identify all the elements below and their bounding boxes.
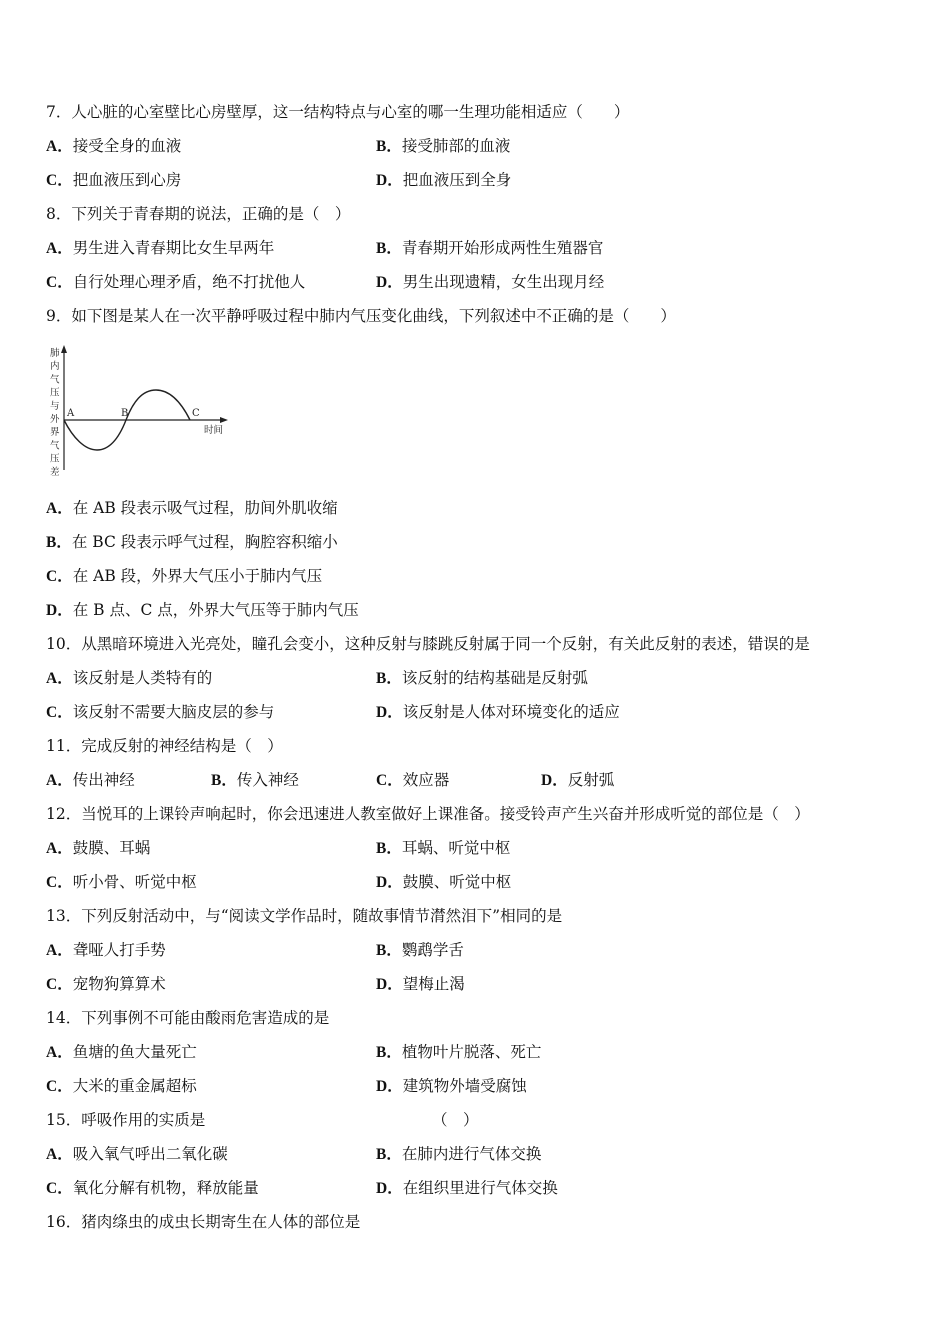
q8-option-b: B．青春期开始形成两性生殖器官: [376, 239, 604, 257]
q9-option-a: A．在 AB 段表示吸气过程，肋间外肌收缩: [46, 499, 338, 517]
question-7-stem: 7．人心脏的心室壁比心房壁厚，这一结构特点与心室的哪一生理功能相适应（ ）: [46, 103, 630, 121]
y-axis-arrow: [61, 345, 67, 353]
q13-option-a: A．聋哑人打手势: [46, 941, 166, 959]
question-12-stem: 12．当悦耳的上课铃声响起时，你会迅速进人教室做好上课准备。接受铃声产生兴奋并形成听觉的部位是（ ）: [46, 805, 810, 823]
q10-option-d: D．该反射是人体对环境变化的适应: [376, 703, 620, 721]
q14-option-a: A．鱼塘的鱼大量死亡: [46, 1043, 197, 1061]
q9-option-d: D．在 B 点、C 点，外界大气压等于肺内气压: [46, 601, 359, 619]
point-c-label: C: [192, 408, 200, 419]
q12-option-a: A．鼓膜、耳蜗: [46, 839, 151, 857]
x-axis-label: 时间: [204, 425, 224, 436]
q8-option-a: A．男生进入青春期比女生早两年: [46, 239, 275, 257]
question-9-stem: 9．如下图是某人在一次平静呼吸过程中肺内气压变化曲线，下列叙述中不正确的是（ ）: [46, 307, 676, 325]
q11-option-c: C．效应器: [376, 771, 450, 789]
question-8-stem: 8．下列关于青春期的说法，正确的是（ ）: [46, 205, 351, 223]
q7-option-d: D．把血液压到全身: [376, 171, 512, 189]
q15-option-c: C．氧化分解有机物，释放能量: [46, 1179, 259, 1197]
q14-option-b: B．植物叶片脱落、死亡: [376, 1043, 542, 1061]
q9-option-c: C．在 AB 段，外界大气压小于肺内气压: [46, 567, 323, 585]
q13-option-b: B．鹦鹉学舌: [376, 941, 464, 959]
pressure-curve-graph: [40, 342, 240, 477]
point-b-label: B: [121, 408, 129, 419]
q15-option-d: D．在组织里进行气体交换: [376, 1179, 558, 1197]
question-14-stem: 14．下列事例不可能由酸雨危害造成的是: [46, 1009, 330, 1027]
q11-option-d: D．反射弧: [541, 771, 615, 789]
q15-option-a: A．吸入氧气呼出二氧化碳: [46, 1145, 228, 1163]
question-16-stem: 16．猪肉绦虫的成虫长期寄生在人体的部位是: [46, 1213, 361, 1231]
q12-option-d: D．鼓膜、听觉中枢: [376, 873, 512, 891]
q11-option-b: B．传入神经: [211, 771, 299, 789]
y-axis-label: 肺内气压与外界气压差: [50, 348, 60, 477]
question-13-stem: 13．下列反射活动中，与“阅读文学作品时，随故事情节潸然泪下”相同的是: [46, 907, 563, 925]
question-10-stem: 10．从黑暗环境进入光亮处，瞳孔会变小，这种反射与膝跳反射属于同一个反射，有关此反射的表述，错误的是: [46, 635, 810, 653]
q8-option-c: C．自行处理心理矛盾，绝不打扰他人: [46, 273, 306, 291]
q7-option-b: B．接受肺部的血液: [376, 137, 511, 155]
q14-option-d: D．建筑物外墙受腐蚀: [376, 1077, 527, 1095]
q7-option-a: A．接受全身的血液: [46, 137, 182, 155]
q10-option-b: B．该反射的结构基础是反射弧: [376, 669, 588, 687]
question-15-stem: 15．呼吸作用的实质是: [46, 1111, 206, 1129]
q12-option-c: C．听小骨、听觉中枢: [46, 873, 197, 891]
q10-option-a: A．该反射是人类特有的: [46, 669, 213, 687]
q12-option-b: B．耳蜗、听觉中枢: [376, 839, 511, 857]
q15-answer-paren: （ ）: [432, 1111, 479, 1129]
q11-option-a: A．传出神经: [46, 771, 135, 789]
q13-option-c: C．宠物狗算算术: [46, 975, 166, 993]
q15-option-b: B．在肺内进行气体交换: [376, 1145, 542, 1163]
q8-option-d: D．男生出现遗精，女生出现月经: [376, 273, 605, 291]
x-axis-arrow: [220, 417, 228, 423]
q13-option-d: D．望梅止渴: [376, 975, 465, 993]
q14-option-c: C．大米的重金属超标: [46, 1077, 197, 1095]
question-11-stem: 11．完成反射的神经结构是（ ）: [46, 737, 283, 755]
point-a-label: A: [67, 408, 75, 419]
q9-option-b: B．在 BC 段表示呼气过程，胸腔容积缩小: [46, 533, 338, 551]
q10-option-c: C．该反射不需要大脑皮层的参与: [46, 703, 275, 721]
q7-option-c: C．把血液压到心房: [46, 171, 182, 189]
